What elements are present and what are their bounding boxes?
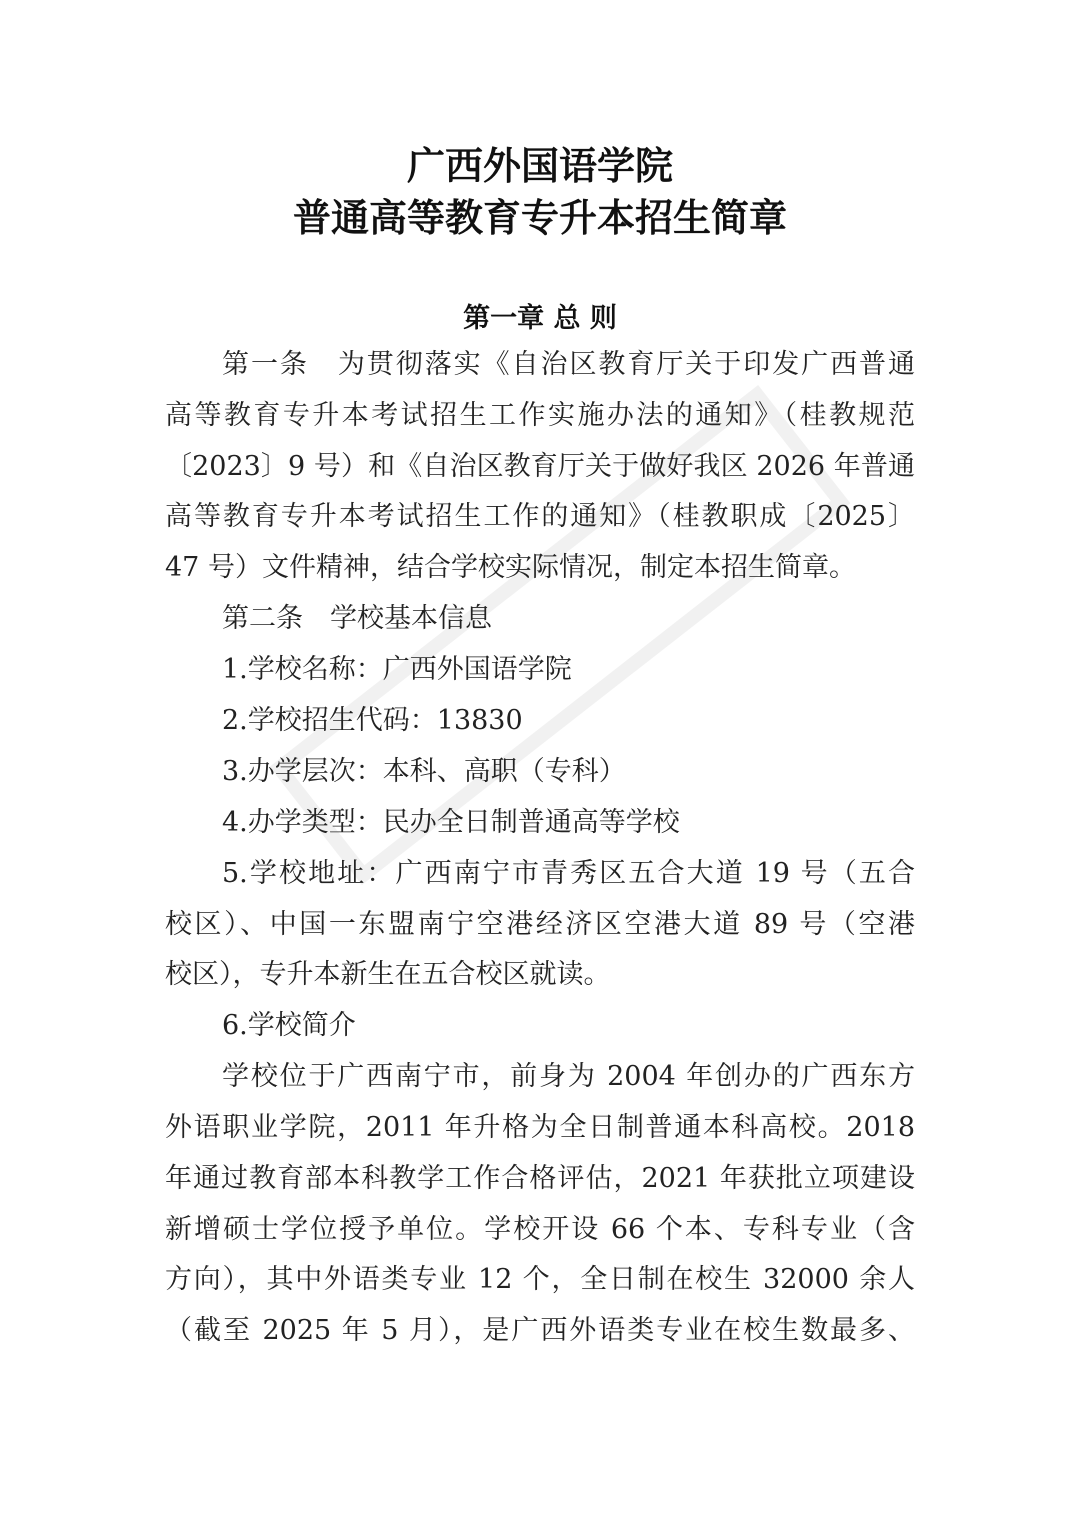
paragraph-line: 第二条 学校基本信息 [222, 603, 492, 634]
paragraph-line: 4.办学类型：民办全日制普通高等学校 [222, 807, 680, 838]
paragraph-line: 新增硕士学位授予单位。学校开设 66 个本、专科专业（含 [165, 1214, 915, 1245]
chapter-heading: 第一章 总 则 [463, 303, 617, 334]
paragraph-line: 高等教育专升本考试招生工作的通知》（桂教职成〔2025〕 [165, 501, 915, 532]
paragraph-line: 校区），专升本新生在五合校区就读。 [165, 959, 611, 990]
paragraph-line: 第一条 为贯彻落实《自治区教育厅关于印发广西普通 [222, 349, 915, 380]
paragraph-line: 年通过教育部本科教学工作合格评估，2021 年获批立项建设 [165, 1163, 915, 1194]
paragraph-line: 1.学校名称：广西外国语学院 [222, 654, 572, 685]
paragraph-line: 学校位于广西南宁市，前身为 2004 年创办的广西东方 [222, 1061, 915, 1092]
paragraph-line: 高等教育专升本考试招生工作实施办法的通知》（桂教规范 [165, 400, 915, 431]
paragraph-line: 〔2023〕9 号）和《自治区教育厅关于做好我区 2026 年普通 [165, 451, 915, 482]
paragraph-line: 5.学校地址：广西南宁市青秀区五合大道 19 号（五合 [222, 858, 915, 889]
paragraph-line: 3.办学层次：本科、高职（专科） [222, 756, 626, 787]
paragraph-line: 2.学校招生代码：13830 [222, 705, 523, 736]
paragraph-line: 6.学校简介 [222, 1010, 356, 1041]
paragraph-line: （截至 2025 年 5 月），是广西外语类专业在校生数最多、 [165, 1315, 915, 1346]
paragraph-line: 外语职业学院，2011 年升格为全日制普通本科高校。2018 [165, 1112, 915, 1143]
document-title-line-2: 普通高等教育专升本招生简章 [292, 196, 787, 240]
paragraph-line: 方向），其中外语类专业 12 个，全日制在校生 32000 余人 [165, 1264, 915, 1295]
document-title-line-1: 广西外国语学院 [406, 144, 673, 188]
paragraph-line: 47 号）文件精神，结合学校实际情况，制定本招生简章。 [165, 552, 856, 583]
paragraph-line: 校区）、中国一东盟南宁空港经济区空港大道 89 号（空港 [165, 909, 915, 940]
